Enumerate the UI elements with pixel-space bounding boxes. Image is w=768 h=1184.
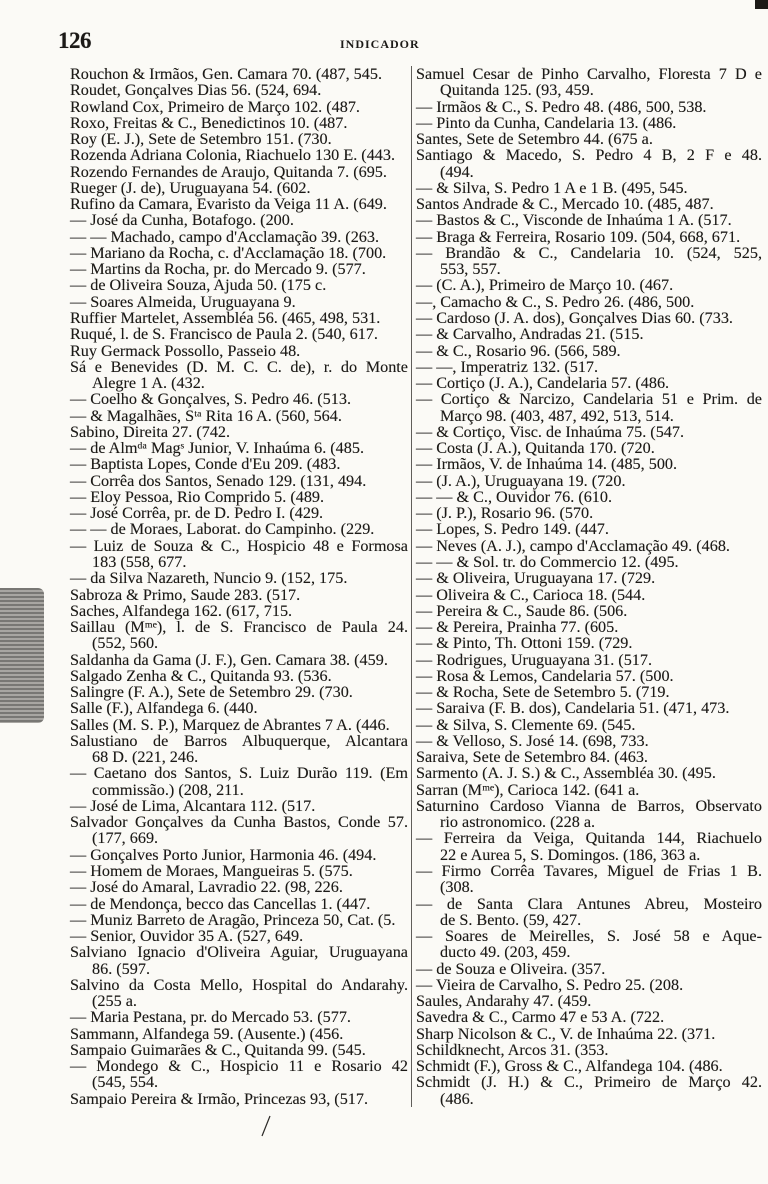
directory-entry	[70, 440, 408, 456]
entry-line: Salvador Gonçalves da Cunha Bastos, Conde 57.	[70, 813, 408, 832]
entry-line: — & Pinto, Th. Ottoni 159. (729.	[416, 634, 633, 653]
directory-entry	[416, 993, 762, 1009]
directory-entry	[416, 765, 762, 781]
entry-line: Saraiva, Sete de Setembro 84. (463.	[416, 748, 648, 767]
directory-entry	[416, 977, 762, 993]
entry-line: Salvino da Costa Mello, Hospital do Andarahy.	[70, 975, 408, 994]
directory-entry	[70, 115, 408, 131]
entry-line: Sarmento (A. J. S.) & C., Assembléa 30. (495.	[416, 764, 716, 783]
entry-line: — Rosa & Lemos, Candelaria 57. (500.	[416, 666, 674, 685]
directory-entry	[416, 603, 762, 619]
entry-line: Sampaio Guimarães & C., Quitanda 99. (545.	[70, 1040, 366, 1059]
entry-line: — Rodrigues, Uruguayana 31. (517.	[416, 650, 653, 669]
entry-line: — Soares de Meirelles, S. José 58 e Aque-	[416, 927, 762, 946]
directory-entry	[70, 473, 408, 489]
entry-continuation-line: 553, 557.	[440, 260, 501, 279]
directory-entry	[70, 700, 408, 716]
directory-entry	[416, 440, 762, 456]
directory-entry	[416, 375, 762, 391]
entry-line: — Gonçalves Porto Junior, Harmonia 46. (494.	[70, 845, 377, 864]
entry-line: Ruffier Martelet, Assembléa 56. (465, 498, 531.	[70, 308, 381, 327]
directory-entry	[70, 928, 408, 944]
entry-line: — Irmãos & C., S. Pedro 48. (486, 500, 538.	[416, 97, 707, 116]
entry-line: — — & Sol. tr. do Commercio 12. (495.	[416, 552, 679, 571]
entry-line: — Cortiço & Narcizo, Candelaria 51 e Prim. de	[416, 390, 762, 409]
directory-entry	[70, 489, 408, 505]
entry-line: Samuel Cesar de Pinho Carvalho, Floresta 7 D e	[416, 65, 762, 83]
directory-entry	[416, 1042, 762, 1058]
entry-line: — Pereira & C., Saude 86. (506.	[416, 601, 628, 620]
entry-continuation-line: de S. Bento. (59, 427.	[440, 910, 582, 929]
directory-entry	[416, 505, 762, 521]
directory-entry	[416, 538, 762, 554]
entry-line: Roxo, Freitas & C., Benedictinos 10. (487.	[70, 113, 348, 132]
entry-line: — (J. A.), Uruguayana 19. (720.	[416, 471, 626, 490]
entry-line: — Bastos & C., Visconde de Inhaúma 1 A. (517.	[416, 211, 732, 230]
column-rule	[411, 66, 412, 1107]
directory-entry	[70, 245, 408, 261]
entry-continuation-line: ducto 49. (203, 459.	[440, 943, 571, 962]
directory-entry	[70, 1042, 408, 1058]
entry-line: — Luiz de Souza & C., Hospicio 48 e Formosa	[70, 536, 408, 555]
directory-entry	[70, 294, 408, 310]
directory-entry	[416, 66, 762, 99]
entry-line: Sarran (Mᵐᵉ), Carioca 142. (641 a.	[416, 780, 640, 799]
directory-entry	[416, 424, 762, 440]
directory-entry	[416, 245, 762, 278]
directory-entry	[70, 619, 408, 652]
entry-line: — José de Lima, Alcantara 112. (517.	[70, 796, 316, 815]
directory-entry	[70, 229, 408, 245]
directory-entry	[416, 733, 762, 749]
directory-entry	[70, 1091, 408, 1107]
directory-entry	[70, 391, 408, 407]
directory-entry	[70, 765, 408, 798]
entry-line: Roudet, Gonçalves Dias 56. (524, 694.	[70, 81, 322, 100]
directory-entry	[416, 196, 762, 212]
entry-line: Rowland Cox, Primeiro de Março 102. (487.	[70, 97, 360, 116]
entry-line: — Muniz Barreto de Aragão, Princeza 50, Cat. (5.	[70, 910, 396, 929]
directory-entry	[416, 896, 762, 929]
entry-line: Ruqué, l. de S. Francisco de Paula 2. (540, 617.	[70, 325, 378, 344]
entry-line: Saldanha da Gama (J. F.), Gen. Camara 38. (459.	[70, 650, 388, 669]
directory-entry	[416, 961, 762, 977]
entry-line: — & Cortiço, Visc. de Inhaúma 75. (547.	[416, 422, 685, 441]
entry-continuation-line: (494.	[440, 162, 474, 181]
directory-entry	[70, 505, 408, 521]
entry-line: — Maria Pestana, pr. do Mercado 53. (577.	[70, 1008, 351, 1027]
entry-line: — & Magalhães, Sᵗᵃ Rita 16 A. (560, 564.	[70, 406, 342, 425]
entry-continuation-line: Quitanda 125. (93, 459.	[440, 81, 594, 100]
entry-line: — Mondego & C., Hospicio 11 e Rosario 42	[70, 1057, 408, 1076]
entry-continuation-line: 86. (597.	[92, 959, 150, 978]
directory-entry	[70, 196, 408, 212]
directory-entry	[70, 977, 408, 1010]
directory-entry	[70, 424, 408, 440]
entry-line: — & Oliveira, Uruguayana 17. (729.	[416, 569, 656, 588]
pen-stroke-mark	[258, 1114, 274, 1138]
directory-entry	[416, 798, 762, 831]
directory-entry	[416, 147, 762, 180]
directory-entry	[416, 521, 762, 537]
directory-entry	[416, 180, 762, 196]
entry-line: Rozendo Fernandes de Araujo, Quitanda 7. (695.	[70, 162, 387, 181]
directory-entry	[70, 896, 408, 912]
directory-entry	[70, 652, 408, 668]
directory-entry	[70, 66, 408, 82]
directory-entry	[70, 798, 408, 814]
directory-entry	[70, 1058, 408, 1091]
entry-line: — José da Cunha, Botafogo. (200.	[70, 211, 294, 230]
directory-entry	[416, 99, 762, 115]
entry-line: — José do Amaral, Lavradio 22. (98, 226.	[70, 878, 343, 897]
directory-entry	[70, 164, 408, 180]
directory-entry	[70, 180, 408, 196]
entry-line: Saules, Andarahy 47. (459.	[416, 992, 592, 1011]
directory-entry	[70, 538, 408, 571]
entry-line: Sabino, Direita 27. (742.	[70, 422, 231, 441]
entry-line: — de Oliveira Souza, Ajuda 50. (175 c.	[70, 276, 327, 295]
entry-line: Saches, Alfandega 162. (617, 715.	[70, 601, 293, 620]
directory-entry	[416, 1074, 762, 1107]
entry-line: — Senior, Ouvidor 35 A. (527, 649.	[70, 927, 304, 946]
directory-entry	[416, 131, 762, 147]
entry-line: — Cardoso (J. A. dos), Gonçalves Dias 60. (733.	[416, 308, 733, 327]
directory-entry	[70, 1026, 408, 1042]
directory-entry	[416, 554, 762, 570]
entry-line: Salles (M. S. P.), Marquez de Abrantes 7 A. (446.	[70, 715, 390, 734]
directory-entry	[70, 131, 408, 147]
entry-line: Santos Andrade & C., Mercado 10. (485, 487.	[416, 195, 714, 214]
entry-line: — Coelho & Gonçalves, S. Pedro 46. (513.	[70, 390, 352, 409]
entry-line: — (C. A.), Primeiro de Março 10. (467.	[416, 276, 674, 295]
entry-line: — Mariano da Rocha, c. d'Acclamação 18. (700.	[70, 243, 387, 262]
directory-entry	[70, 277, 408, 293]
entry-line: Santes, Sete de Setembro 44. (675 a.	[416, 130, 653, 149]
directory-entry	[70, 1009, 408, 1025]
directory-entry	[416, 570, 762, 586]
directory-entry	[416, 619, 762, 635]
directory-entry	[416, 1009, 762, 1025]
directory-entry	[70, 912, 408, 928]
entry-line: — Vieira de Carvalho, S. Pedro 25. (208.	[416, 975, 684, 994]
entry-line: — Soares Almeida, Uruguayana 9.	[70, 292, 296, 311]
entry-line: — Homem de Moraes, Mangueiras 5. (575.	[70, 862, 353, 881]
directory-entry	[416, 635, 762, 651]
page-number: 126	[58, 28, 91, 53]
entry-line: — de Souza e Oliveira. (357.	[416, 959, 606, 978]
directory-entry	[416, 326, 762, 342]
entry-line: Sharp Nicolson & C., V. de Inhaúma 22. (371.	[416, 1024, 716, 1043]
directory-entry	[416, 115, 762, 131]
entry-line: Schmidt (F.), Gross & C., Alfandega 104. (486.	[416, 1057, 723, 1076]
entry-line: — Costa (J. A.), Quitanda 170. (720.	[416, 439, 655, 458]
entry-line: Sampaio Pereira & Irmão, Princezas 93, (517.	[70, 1089, 369, 1108]
right-column	[416, 66, 762, 1107]
entry-line: — — & C., Ouvidor 76. (610.	[416, 487, 613, 506]
entry-line: Ruy Germack Possollo, Passeio 48.	[70, 341, 301, 360]
entry-line: Sabroza & Primo, Saude 283. (517.	[70, 585, 301, 604]
directory-entry	[70, 310, 408, 326]
directory-entry	[70, 82, 408, 98]
directory-entry	[416, 229, 762, 245]
directory-entry	[416, 489, 762, 505]
directory-entry	[416, 684, 762, 700]
directory-entry	[70, 879, 408, 895]
entry-line: Rozenda Adriana Colonia, Riachuelo 130 E. (443.	[70, 146, 396, 165]
entry-line: — José Corrêa, pr. de D. Pedro I. (429.	[70, 504, 324, 523]
directory-entry	[416, 700, 762, 716]
directory-entry	[416, 587, 762, 603]
directory-entry	[70, 944, 408, 977]
entry-continuation-line: (177, 669.	[92, 829, 159, 848]
entry-line: — Martins da Rocha, pr. do Mercado 9. (577.	[70, 260, 366, 279]
left-column	[70, 66, 408, 1107]
directory-entry	[70, 847, 408, 863]
entry-line: — Braga & Ferreira, Rosario 109. (504, 668, 671.	[416, 227, 741, 246]
entry-line: — Cortiço (J. A.), Candelaria 57. (486.	[416, 374, 670, 393]
entry-line: — Eloy Pessoa, Rio Comprido 5. (489.	[70, 487, 325, 506]
entry-line: — de Almᵈᵃ Magˢ Junior, V. Inhaúma 6. (485.	[70, 439, 365, 458]
entry-continuation-line: rio astronomico. (228 a.	[440, 813, 596, 832]
directory-entry	[70, 99, 408, 115]
entry-line: — —, Imperatriz 132. (517.	[416, 357, 599, 376]
directory-entry	[416, 212, 762, 228]
directory-entry	[416, 749, 762, 765]
entry-line: — & Velloso, S. José 14. (698, 733.	[416, 731, 649, 750]
entry-continuation-line: Março 98. (403, 487, 492, 513, 514.	[440, 406, 674, 425]
entry-continuation-line: (552, 560.	[92, 634, 159, 653]
entry-continuation-line: 68 D. (221, 246.	[92, 748, 199, 767]
directory-entry	[416, 717, 762, 733]
directory-entry	[70, 603, 408, 619]
directory-entry	[416, 310, 762, 326]
entry-line: — Oliveira & C., Carioca 18. (544.	[416, 585, 646, 604]
directory-entry	[416, 456, 762, 472]
directory-entry	[416, 928, 762, 961]
entry-line: — Caetano dos Santos, S. Luiz Durão 119. (Em	[70, 764, 408, 783]
directory-entry	[70, 863, 408, 879]
directory-entry	[70, 684, 408, 700]
directory-entry	[416, 391, 762, 424]
entry-line: — & Silva, S. Clemente 69. (545.	[416, 715, 636, 734]
directory-entry	[70, 359, 408, 392]
directory-entry	[70, 326, 408, 342]
directory-entry	[70, 408, 408, 424]
entry-line: Sammann, Alfandega 59. (Ausente.) (456.	[70, 1024, 344, 1043]
entry-line: Santiago & Macedo, S. Pedro 4 B, 2 F e 48.	[416, 146, 762, 165]
directory-entry	[416, 343, 762, 359]
entry-line: Salustiano de Barros Albuquerque, Alcantara	[70, 731, 408, 750]
entry-continuation-line: commissão.) (208, 211.	[92, 780, 244, 799]
directory-entry	[70, 668, 408, 684]
directory-entry	[416, 294, 762, 310]
directory-entry	[70, 521, 408, 537]
entry-line: — de Santa Clara Antunes Abreu, Mosteiro	[416, 894, 762, 913]
directory-entry	[416, 277, 762, 293]
entry-line: — Firmo Corrêa Tavares, Miguel de Frias 1 B.	[416, 862, 762, 881]
entry-line: — & Silva, S. Pedro 1 A e 1 B. (495, 545.	[416, 178, 688, 197]
entry-line: — Pinto da Cunha, Candelaria 13. (486.	[416, 113, 677, 132]
entry-continuation-line: (486.	[440, 1089, 474, 1108]
entry-line: — & Rocha, Sete de Setembro 5. (719.	[416, 683, 670, 702]
entry-line: Salviano Ignacio d'Oliveira Aguiar, Uruguayana	[70, 943, 408, 962]
directory-entry	[70, 814, 408, 847]
entry-line: Rouchon & Irmãos, Gen. Camara 70. (487, 545.	[70, 65, 382, 83]
entry-line: Schmidt (J. H.) & C., Primeiro de Março 42.	[416, 1073, 762, 1092]
entry-line: Salingre (F. A.), Sete de Setembro 29. (730.	[70, 683, 353, 702]
entry-line: Roy (E. J.), Sete de Setembro 151. (730.	[70, 130, 332, 149]
entry-line: — & C., Rosario 96. (566, 589.	[416, 341, 621, 360]
directory-entry	[70, 456, 408, 472]
entry-line: — Saraiva (F. B. dos), Candelaria 51. (471, 473.	[416, 699, 730, 718]
entry-continuation-line: 22 e Aurea 5, S. Domingos. (186, 363 a.	[440, 845, 701, 864]
entry-line: — Ferreira da Veiga, Quitanda 144, Riachuelo	[416, 829, 762, 848]
directory-entry	[70, 261, 408, 277]
directory-entry	[70, 343, 408, 359]
entry-line: — Irmãos, V. de Inhaúma 14. (485, 500.	[416, 455, 678, 474]
entry-line: — da Silva Nazareth, Nuncio 9. (152, 175.	[70, 569, 348, 588]
entry-line: Saturnino Cardoso Vianna de Barros, Observato	[416, 796, 762, 815]
directory-entry	[70, 570, 408, 586]
corner-ink-mark	[755, 0, 768, 9]
entry-line: — (J. P.), Rosario 96. (570.	[416, 504, 594, 523]
entry-line: — de Mendonça, becco das Cancellas 1. (447.	[70, 894, 371, 913]
entry-line: Salgado Zenha & C., Quitanda 93. (536.	[70, 666, 332, 685]
directory-entry	[416, 863, 762, 896]
entry-line: Schildknecht, Arcos 31. (353.	[416, 1040, 609, 1059]
entry-line: — Neves (A. J.), campo d'Acclamação 49. (468.	[416, 536, 730, 555]
directory-entry	[416, 1058, 762, 1074]
entry-line: Salle (F.), Alfandega 6. (440.	[70, 699, 258, 718]
directory-entry	[416, 1026, 762, 1042]
entry-line: — Brandão & C., Candelaria 10. (524, 525,	[416, 243, 762, 262]
entry-line: Rueger (J. de), Uruguayana 54. (602.	[70, 178, 311, 197]
directory-entry	[70, 717, 408, 733]
directory-entry	[416, 359, 762, 375]
entry-continuation-line: Alegre 1 A. (432.	[92, 374, 205, 393]
entry-continuation-line: (545, 554.	[92, 1073, 159, 1092]
scan-blemish	[0, 588, 44, 723]
entry-continuation-line: 183 (558, 677.	[92, 552, 187, 571]
entry-line: Saillau (Mᵐᵉ), l. de S. Francisco de Paula 24.	[70, 618, 408, 637]
entry-continuation-line: (308.	[440, 878, 474, 897]
entry-line: — & Pereira, Prainha 77. (605.	[416, 618, 619, 637]
directory-entry	[70, 587, 408, 603]
entry-line: — & Carvalho, Andradas 21. (515.	[416, 325, 644, 344]
entry-line: Rufino da Camara, Evaristo da Veiga 11 A. (649.	[70, 195, 387, 214]
entry-line: — Lopes, S. Pedro 149. (447.	[416, 520, 609, 539]
directory-entry	[416, 830, 762, 863]
entry-continuation-line: (255 a.	[92, 992, 137, 1011]
running-head: INDICADOR	[340, 37, 420, 51]
directory-entry	[416, 652, 762, 668]
entry-line: — Corrêa dos Santos, Senado 129. (131, 494.	[70, 471, 367, 490]
directory-entry	[70, 733, 408, 766]
entry-line: — Baptista Lopes, Conde d'Eu 209. (483.	[70, 455, 341, 474]
entry-line: Sá e Benevides (D. M. C. C. de), r. do Monte	[70, 357, 408, 376]
entry-line: —, Camacho & C., S. Pedro 26. (486, 500.	[416, 292, 695, 311]
directory-entry	[70, 212, 408, 228]
entry-line: — — Machado, campo d'Acclamação 39. (263.	[70, 227, 380, 246]
entry-line: Savedra & C., Carmo 47 e 53 A. (722.	[416, 1008, 665, 1027]
entry-line: — — de Moraes, Laborat. do Campinho. (229.	[70, 520, 375, 539]
directory-entry	[416, 473, 762, 489]
directory-entry	[416, 668, 762, 684]
directory-entry	[416, 782, 762, 798]
directory-entry	[70, 147, 408, 163]
